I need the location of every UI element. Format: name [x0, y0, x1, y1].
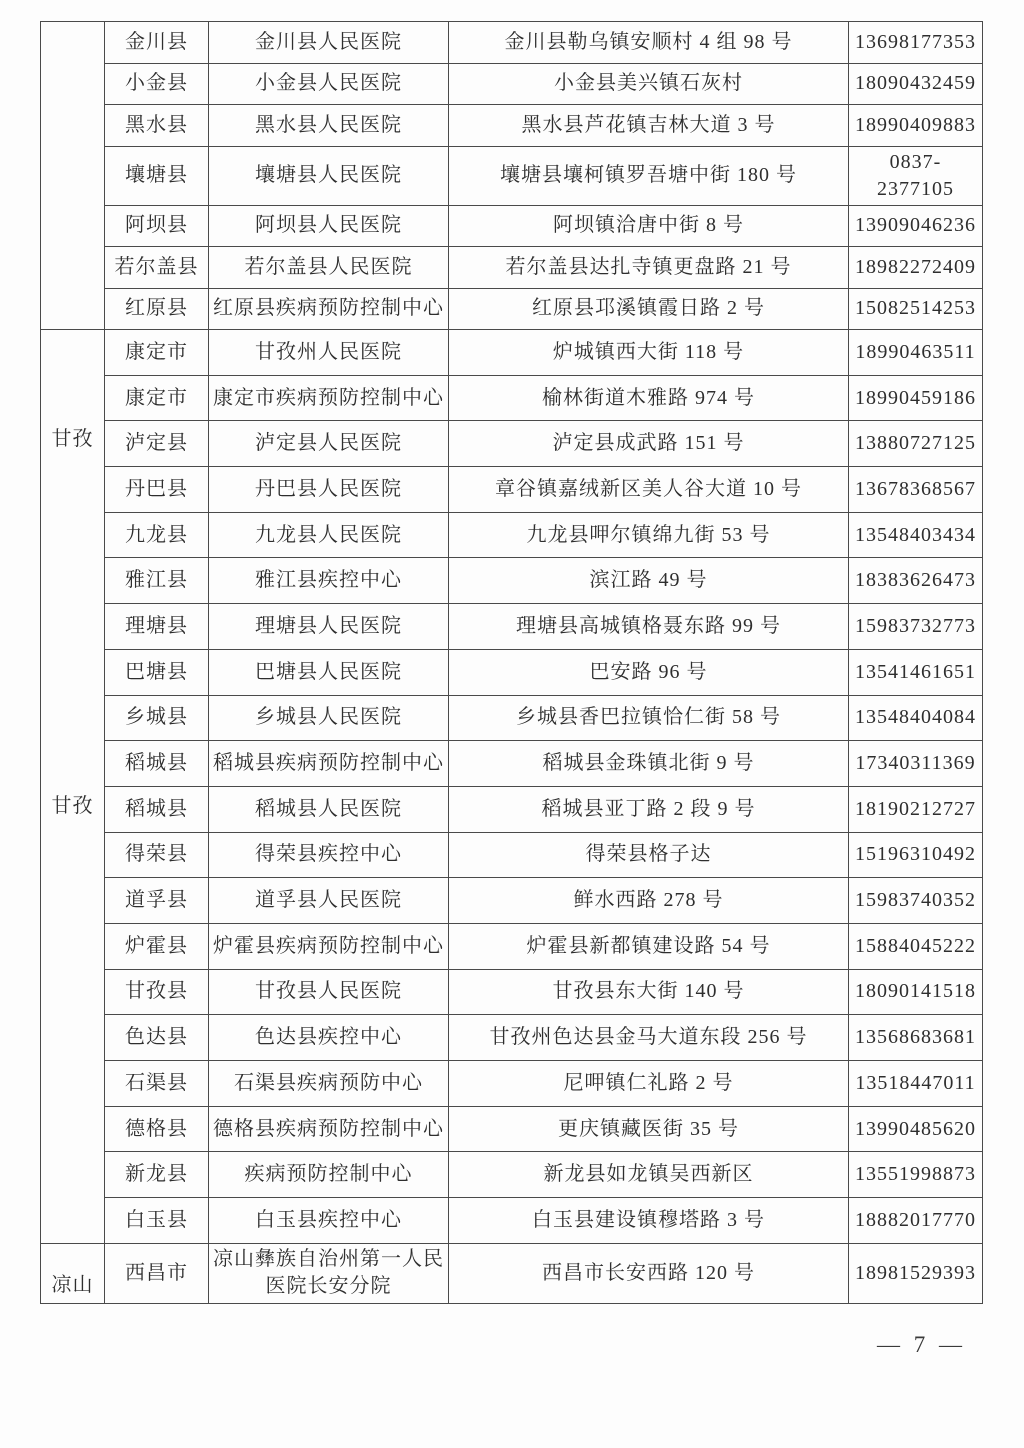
table-row [41, 63, 983, 105]
table-row [41, 1106, 983, 1152]
phone-cell: 0837-2377105 [849, 146, 983, 205]
table-row [41, 832, 983, 878]
county-cell: 巴塘县 [105, 649, 209, 695]
institution-cell: 巴塘县人民医院 [209, 649, 449, 695]
county-cell: 白玉县 [105, 1198, 209, 1244]
phone-cell: 15983732773 [849, 604, 983, 650]
institution-cell: 九龙县人民医院 [209, 512, 449, 558]
county-cell: 得荣县 [105, 832, 209, 878]
address-cell: 炉城镇西大街 118 号 [449, 330, 849, 376]
phone-cell: 13678368567 [849, 467, 983, 513]
contact-table [40, 21, 983, 1304]
institution-cell: 理塘县人民医院 [209, 604, 449, 650]
table-row [41, 1015, 983, 1061]
table-row [41, 375, 983, 421]
address-cell: 若尔盖县达扎寺镇更盘路 21 号 [449, 247, 849, 289]
table-row [41, 467, 983, 513]
address-cell: 更庆镇藏医街 35 号 [449, 1106, 849, 1152]
phone-cell: 18090432459 [849, 63, 983, 105]
table-row [41, 695, 983, 741]
phone-cell: 18990409883 [849, 105, 983, 147]
table-row [41, 22, 983, 64]
institution-cell: 疾病预防控制中心 [209, 1152, 449, 1198]
phone-cell: 13548403434 [849, 512, 983, 558]
table-row [41, 558, 983, 604]
county-cell: 石渠县 [105, 1061, 209, 1107]
phone-cell: 13909046236 [849, 205, 983, 247]
phone-cell: 15884045222 [849, 923, 983, 969]
address-cell: 乡城县香巴拉镇恰仁街 58 号 [449, 695, 849, 741]
county-cell: 德格县 [105, 1106, 209, 1152]
county-cell: 小金县 [105, 63, 209, 105]
phone-cell: 18190212727 [849, 786, 983, 832]
phone-cell: 15983740352 [849, 878, 983, 924]
county-cell: 金川县 [105, 22, 209, 64]
table-row [41, 1061, 983, 1107]
county-cell: 康定市 [105, 375, 209, 421]
phone-cell: 13548404084 [849, 695, 983, 741]
institution-cell: 德格县疾病预防控制中心 [209, 1106, 449, 1152]
table-row [41, 1243, 983, 1303]
phone-cell: 18981529393 [849, 1243, 983, 1303]
institution-cell: 甘孜县人民医院 [209, 969, 449, 1015]
phone-cell: 18990459186 [849, 375, 983, 421]
table-row [41, 786, 983, 832]
institution-cell: 稻城县疾病预防控制中心 [209, 741, 449, 787]
address-cell: 理塘县高城镇格聂东路 99 号 [449, 604, 849, 650]
institution-cell: 康定市疾病预防控制中心 [209, 375, 449, 421]
phone-cell: 13880727125 [849, 421, 983, 467]
table-row [41, 421, 983, 467]
page-number: — 7 — [877, 1332, 966, 1357]
phone-cell: 15196310492 [849, 832, 983, 878]
table-row [41, 330, 983, 376]
county-cell: 阿坝县 [105, 205, 209, 247]
table-row [41, 741, 983, 787]
table-row [41, 969, 983, 1015]
table-row [41, 604, 983, 650]
address-cell: 白玉县建设镇穆塔路 3 号 [449, 1198, 849, 1244]
address-cell: 尼呷镇仁礼路 2 号 [449, 1061, 849, 1107]
county-cell: 稻城县 [105, 741, 209, 787]
county-cell: 若尔盖县 [105, 247, 209, 289]
address-cell: 小金县美兴镇石灰村 [449, 63, 849, 105]
phone-cell: 18990463511 [849, 330, 983, 376]
table-row [41, 247, 983, 289]
table-row [41, 1152, 983, 1198]
county-cell: 稻城县 [105, 786, 209, 832]
address-cell: 稻城县金珠镇北街 9 号 [449, 741, 849, 787]
table-row [41, 205, 983, 247]
institution-cell: 甘孜州人民医院 [209, 330, 449, 376]
institution-cell: 阿坝县人民医院 [209, 205, 449, 247]
institution-cell: 雅江县疾控中心 [209, 558, 449, 604]
county-cell: 乡城县 [105, 695, 209, 741]
table-row [41, 146, 983, 205]
institution-cell: 壤塘县人民医院 [209, 146, 449, 205]
county-cell: 西昌市 [105, 1243, 209, 1303]
county-cell: 九龙县 [105, 512, 209, 558]
table-row [41, 878, 983, 924]
county-cell: 炉霍县 [105, 923, 209, 969]
institution-cell: 凉山彝族自治州第一人民医院长安分院 [209, 1243, 449, 1303]
institution-cell: 石渠县疾病预防中心 [209, 1061, 449, 1107]
region-label: 甘孜 [51, 428, 94, 450]
institution-cell: 白玉县疾控中心 [209, 1198, 449, 1244]
county-cell: 泸定县 [105, 421, 209, 467]
address-cell: 榆林街道木雅路 974 号 [449, 375, 849, 421]
address-cell: 新龙县如龙镇吴西新区 [449, 1152, 849, 1198]
institution-cell: 炉霍县疾病预防控制中心 [209, 923, 449, 969]
county-cell: 甘孜县 [105, 969, 209, 1015]
phone-cell: 13541461651 [849, 649, 983, 695]
county-cell: 理塘县 [105, 604, 209, 650]
phone-cell: 18982272409 [849, 247, 983, 289]
phone-cell: 18882017770 [849, 1198, 983, 1244]
institution-cell: 乡城县人民医院 [209, 695, 449, 741]
table-row [41, 923, 983, 969]
county-cell: 红原县 [105, 288, 209, 330]
phone-cell: 13698177353 [849, 22, 983, 64]
institution-cell: 若尔盖县人民医院 [209, 247, 449, 289]
county-cell: 道孚县 [105, 878, 209, 924]
address-cell: 鲜水西路 278 号 [449, 878, 849, 924]
address-cell: 甘孜州色达县金马大道东段 256 号 [449, 1015, 849, 1061]
phone-cell: 13551998873 [849, 1152, 983, 1198]
institution-cell: 泸定县人民医院 [209, 421, 449, 467]
institution-cell: 道孚县人民医院 [209, 878, 449, 924]
address-cell: 九龙县呷尔镇绵九街 53 号 [449, 512, 849, 558]
institution-cell: 红原县疾病预防控制中心 [209, 288, 449, 330]
county-cell: 雅江县 [105, 558, 209, 604]
region-cell [41, 330, 105, 1244]
address-cell: 泸定县成武路 151 号 [449, 421, 849, 467]
county-cell: 黑水县 [105, 105, 209, 147]
region-cell [41, 1243, 105, 1303]
region-label: 甘孜 [51, 795, 94, 817]
institution-cell: 色达县疾控中心 [209, 1015, 449, 1061]
table-row [41, 105, 983, 147]
institution-cell: 丹巴县人民医院 [209, 467, 449, 513]
institution-cell: 黑水县人民医院 [209, 105, 449, 147]
address-cell: 红原县邛溪镇霞日路 2 号 [449, 288, 849, 330]
table-row [41, 649, 983, 695]
address-cell: 金川县勒乌镇安顺村 4 组 98 号 [449, 22, 849, 64]
phone-cell: 13518447011 [849, 1061, 983, 1107]
address-cell: 阿坝镇洽唐中街 8 号 [449, 205, 849, 247]
phone-cell: 17340311369 [849, 741, 983, 787]
table-row [41, 1198, 983, 1244]
region-cell [41, 22, 105, 330]
institution-cell: 得荣县疾控中心 [209, 832, 449, 878]
region-label: 凉山 [51, 1273, 94, 1296]
phone-cell: 13990485620 [849, 1106, 983, 1152]
county-cell: 康定市 [105, 330, 209, 376]
institution-cell: 小金县人民医院 [209, 63, 449, 105]
phone-cell: 18090141518 [849, 969, 983, 1015]
address-cell: 黑水县芦花镇吉林大道 3 号 [449, 105, 849, 147]
table-row [41, 288, 983, 330]
county-cell: 丹巴县 [105, 467, 209, 513]
address-cell: 甘孜县东大街 140 号 [449, 969, 849, 1015]
address-cell: 稻城县亚丁路 2 段 9 号 [449, 786, 849, 832]
address-cell: 得荣县格子达 [449, 832, 849, 878]
address-cell: 壤塘县壤柯镇罗吾塘中街 180 号 [449, 146, 849, 205]
address-cell: 巴安路 96 号 [449, 649, 849, 695]
phone-cell: 15082514253 [849, 288, 983, 330]
institution-cell: 金川县人民医院 [209, 22, 449, 64]
county-cell: 色达县 [105, 1015, 209, 1061]
address-cell: 章谷镇嘉绒新区美人谷大道 10 号 [449, 467, 849, 513]
table-row [41, 512, 983, 558]
phone-cell: 18383626473 [849, 558, 983, 604]
institution-cell: 稻城县人民医院 [209, 786, 449, 832]
county-cell: 新龙县 [105, 1152, 209, 1198]
address-cell: 西昌市长安西路 120 号 [449, 1243, 849, 1303]
county-cell: 壤塘县 [105, 146, 209, 205]
phone-cell: 13568683681 [849, 1015, 983, 1061]
address-cell: 滨江路 49 号 [449, 558, 849, 604]
address-cell: 炉霍县新都镇建设路 54 号 [449, 923, 849, 969]
